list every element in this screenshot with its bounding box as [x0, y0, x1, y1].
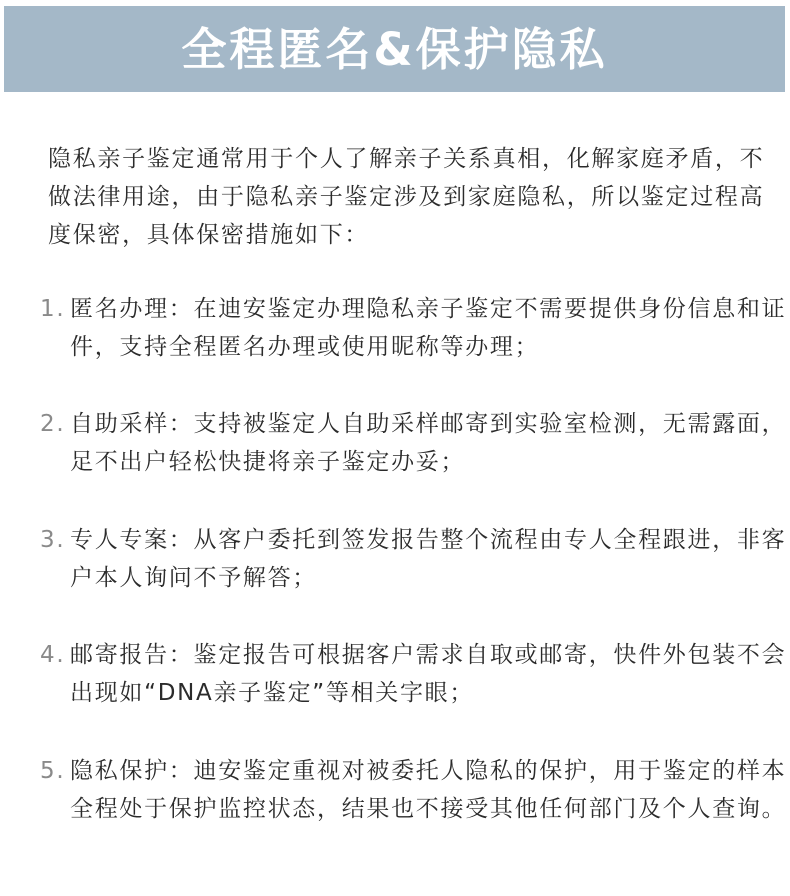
list-item — [40, 752, 790, 828]
list-item-number: 4. — [40, 642, 66, 668]
header-banner — [4, 6, 785, 92]
list-item-text: 隐私保护：迪安鉴定重视对被委托人隐私的保护，用于鉴定的样本全程处于保护监控状态，结果也不接受其他任何部门及个人查询。 — [70, 758, 787, 822]
list-item-text: 自助采样：支持被鉴定人自助采样邮寄到实验室检测，无需露面，足不出户轻松快捷将亲子鉴定办妥； — [70, 411, 787, 475]
list-item-text: 匿名办理：在迪安鉴定办理隐私亲子鉴定不需要提供身份信息和证件，支持全程匿名办理或使用昵称等办理； — [70, 296, 787, 360]
list-item-number: 1. — [40, 296, 66, 322]
page-title: 全程匿名&保护隐私 — [181, 22, 608, 76]
list-item-number: 5. — [40, 758, 66, 784]
list-item — [40, 521, 790, 597]
list-item-number: 3. — [40, 527, 66, 553]
intro-paragraph: 隐私亲子鉴定通常用于个人了解亲子关系真相，化解家庭矛盾，不做法律用途，由于隐私亲子鉴定涉及到家庭隐私，所以鉴定过程高度保密，具体保密措施如下： — [48, 146, 765, 248]
list-item — [40, 290, 790, 366]
list-item — [40, 636, 790, 712]
list-item-text: 专人专案：从客户委托到签发报告整个流程由专人全程跟进，非客户本人询问不予解答； — [70, 527, 787, 591]
list-item-number: 2. — [40, 411, 66, 437]
list-item-text: 邮寄报告：鉴定报告可根据客户需求自取或邮寄，快件外包装不会出现如“DNA亲子鉴定”等相关字眼； — [70, 642, 787, 706]
list-item — [40, 405, 790, 481]
